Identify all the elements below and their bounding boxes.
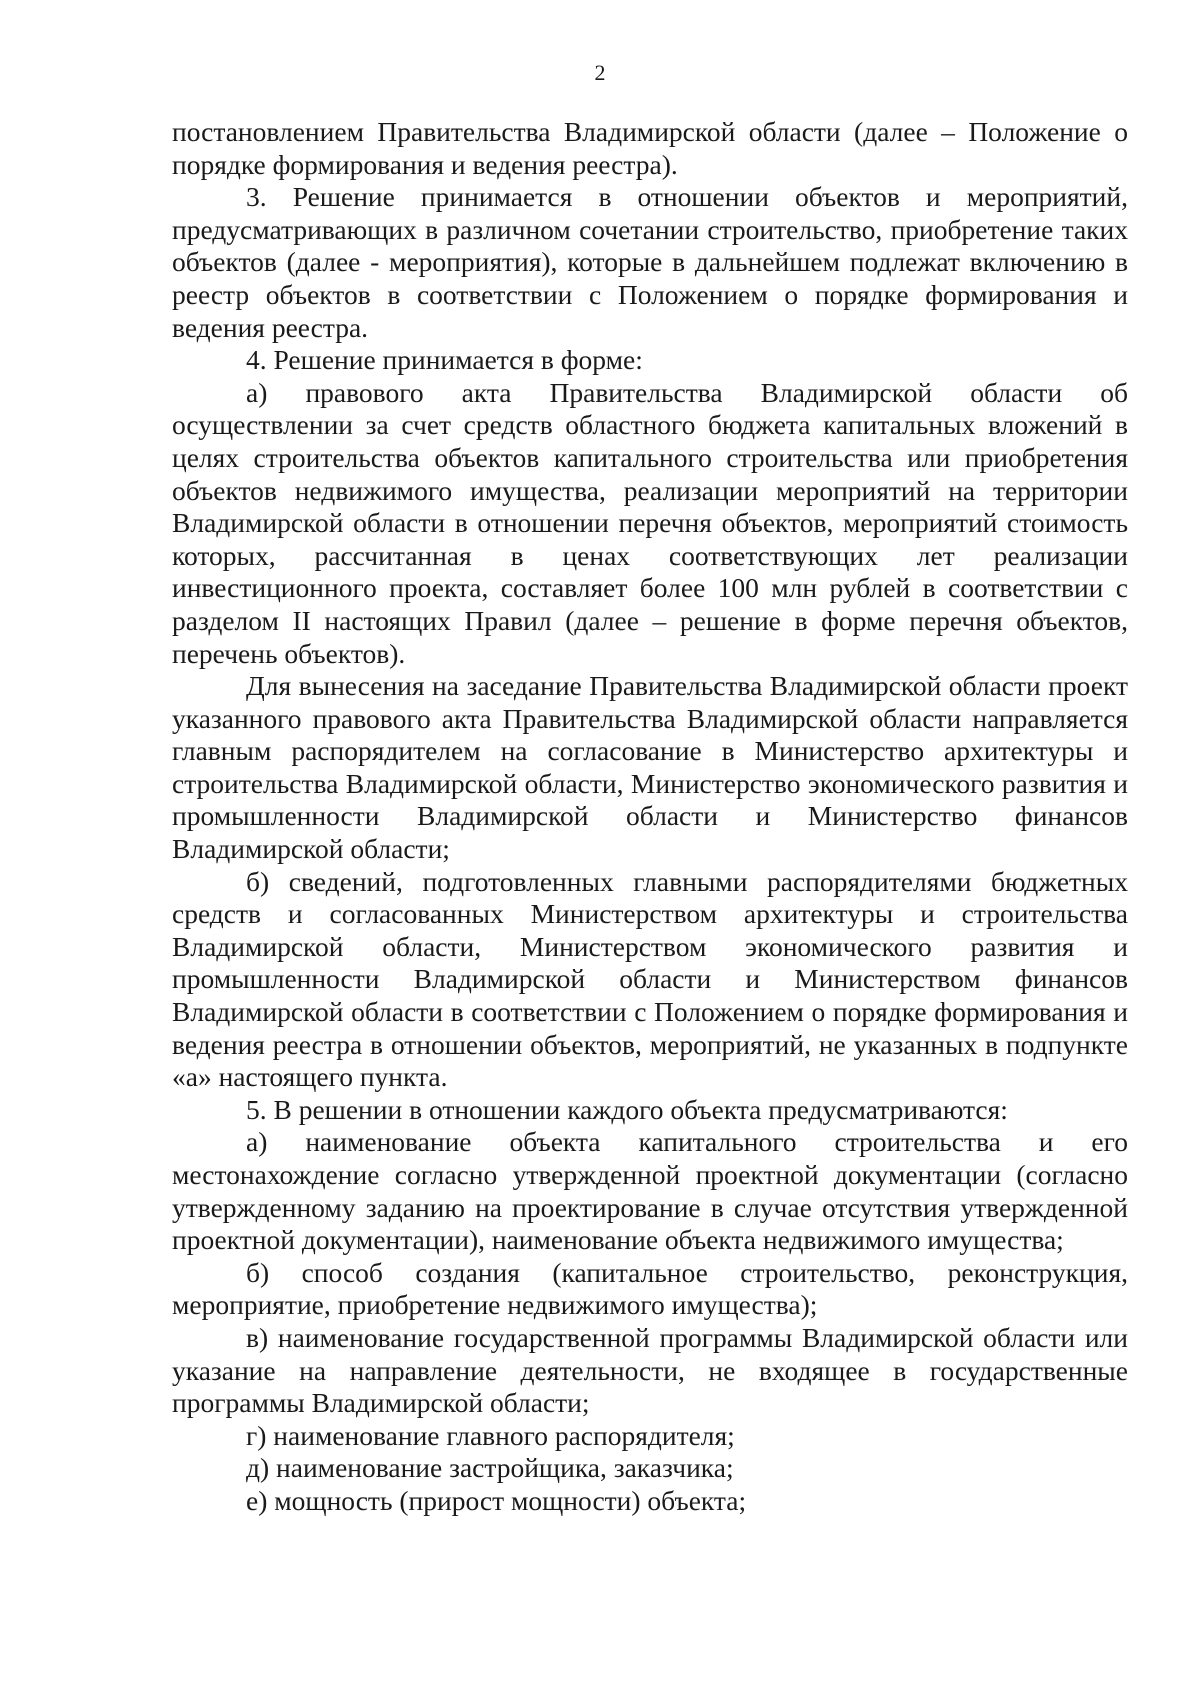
paragraph-clause-4b: б) сведений, подготовленных главными распорядителями бюджетных средств и согласованных Министерством архитектуры и строительства Владимирской области, Министерством экономического развития и промышленности Владимирской области и Министерством финансов Владимирской области в соответствии с Положением о порядке формирования и ведения реестра в отношении объектов, мероприятий, не указанных в подпункте «а» настоящего пункта. <box>172 865 1128 1093</box>
paragraph-continuation: постановлением Правительства Владимирской области (далее – Положение о порядке формирования и ведения реестра). <box>172 116 1128 180</box>
page-number: 2 <box>594 60 606 85</box>
paragraph-clause-5a: а) наименование объекта капитального строительства и его местонахождение согласно утвержденной проектной документации (согласно утвержденному заданию на проектирование в случае отсутствия утвержденной проектной документации), наименование объекта недвижимого имущества; <box>172 1126 1128 1256</box>
paragraph-clause-5b: б) способ создания (капитальное строительство, реконструкция, мероприятие, приобретение недвижимого имущества); <box>172 1256 1128 1321</box>
paragraph-clause-5v: в) наименование государственной программы Владимирской области или указание на направление деятельности, не входящее в государственные программы Владимирской области; <box>172 1321 1128 1419</box>
paragraph-clause-5d: д) наименование застройщика, заказчика; <box>246 1452 734 1484</box>
paragraph-clause-4a: а) правового акта Правительства Владимирской области об осуществлении за счет средств областного бюджета капитальных вложений в целях строительства объектов капитального строительства или приобретения объектов недвижимого имущества, реализации мероприятий на территории Владимирской области в отношении перечня объектов, мероприятий стоимость которых, рассчитанная в ценах соответствующих лет реализации инвестиционного проекта, составляет более 100 млн рублей в соответствии с разделом II настоящих Правил (далее – решение в форме перечня объектов, перечень объектов). <box>172 376 1128 669</box>
paragraph-clause-5: 5. В решении в отношении каждого объекта предусматриваются: <box>246 1093 1008 1125</box>
paragraph-submission: Для вынесения на заседание Правительства Владимирской области проект указанного правового акта Правительства Владимирской области направляется главным распорядителем на согласование в Министерство архитектуры и строительства Владимирской области, Министерство экономического развития и промышленности Владимирской области и Министерство финансов Владимирской области; <box>172 670 1128 865</box>
paragraph-clause-4: 4. Решение принимается в форме: <box>246 344 643 376</box>
document-body <box>172 116 1128 1518</box>
paragraph-clause-5g: г) наименование главного распорядителя; <box>246 1419 735 1451</box>
paragraph-clause-3: 3. Решение принимается в отношении объектов и мероприятий, предусматривающих в различном сочетании строительство, приобретение таких объектов (далее - мероприятия), которые в дальнейшем подлежат включению в реестр объектов в соответствии с Положением о порядке формирования и ведения реестра. <box>172 181 1128 343</box>
paragraph-clause-5e: е) мощность (прирост мощности) объекта; <box>246 1484 747 1516</box>
